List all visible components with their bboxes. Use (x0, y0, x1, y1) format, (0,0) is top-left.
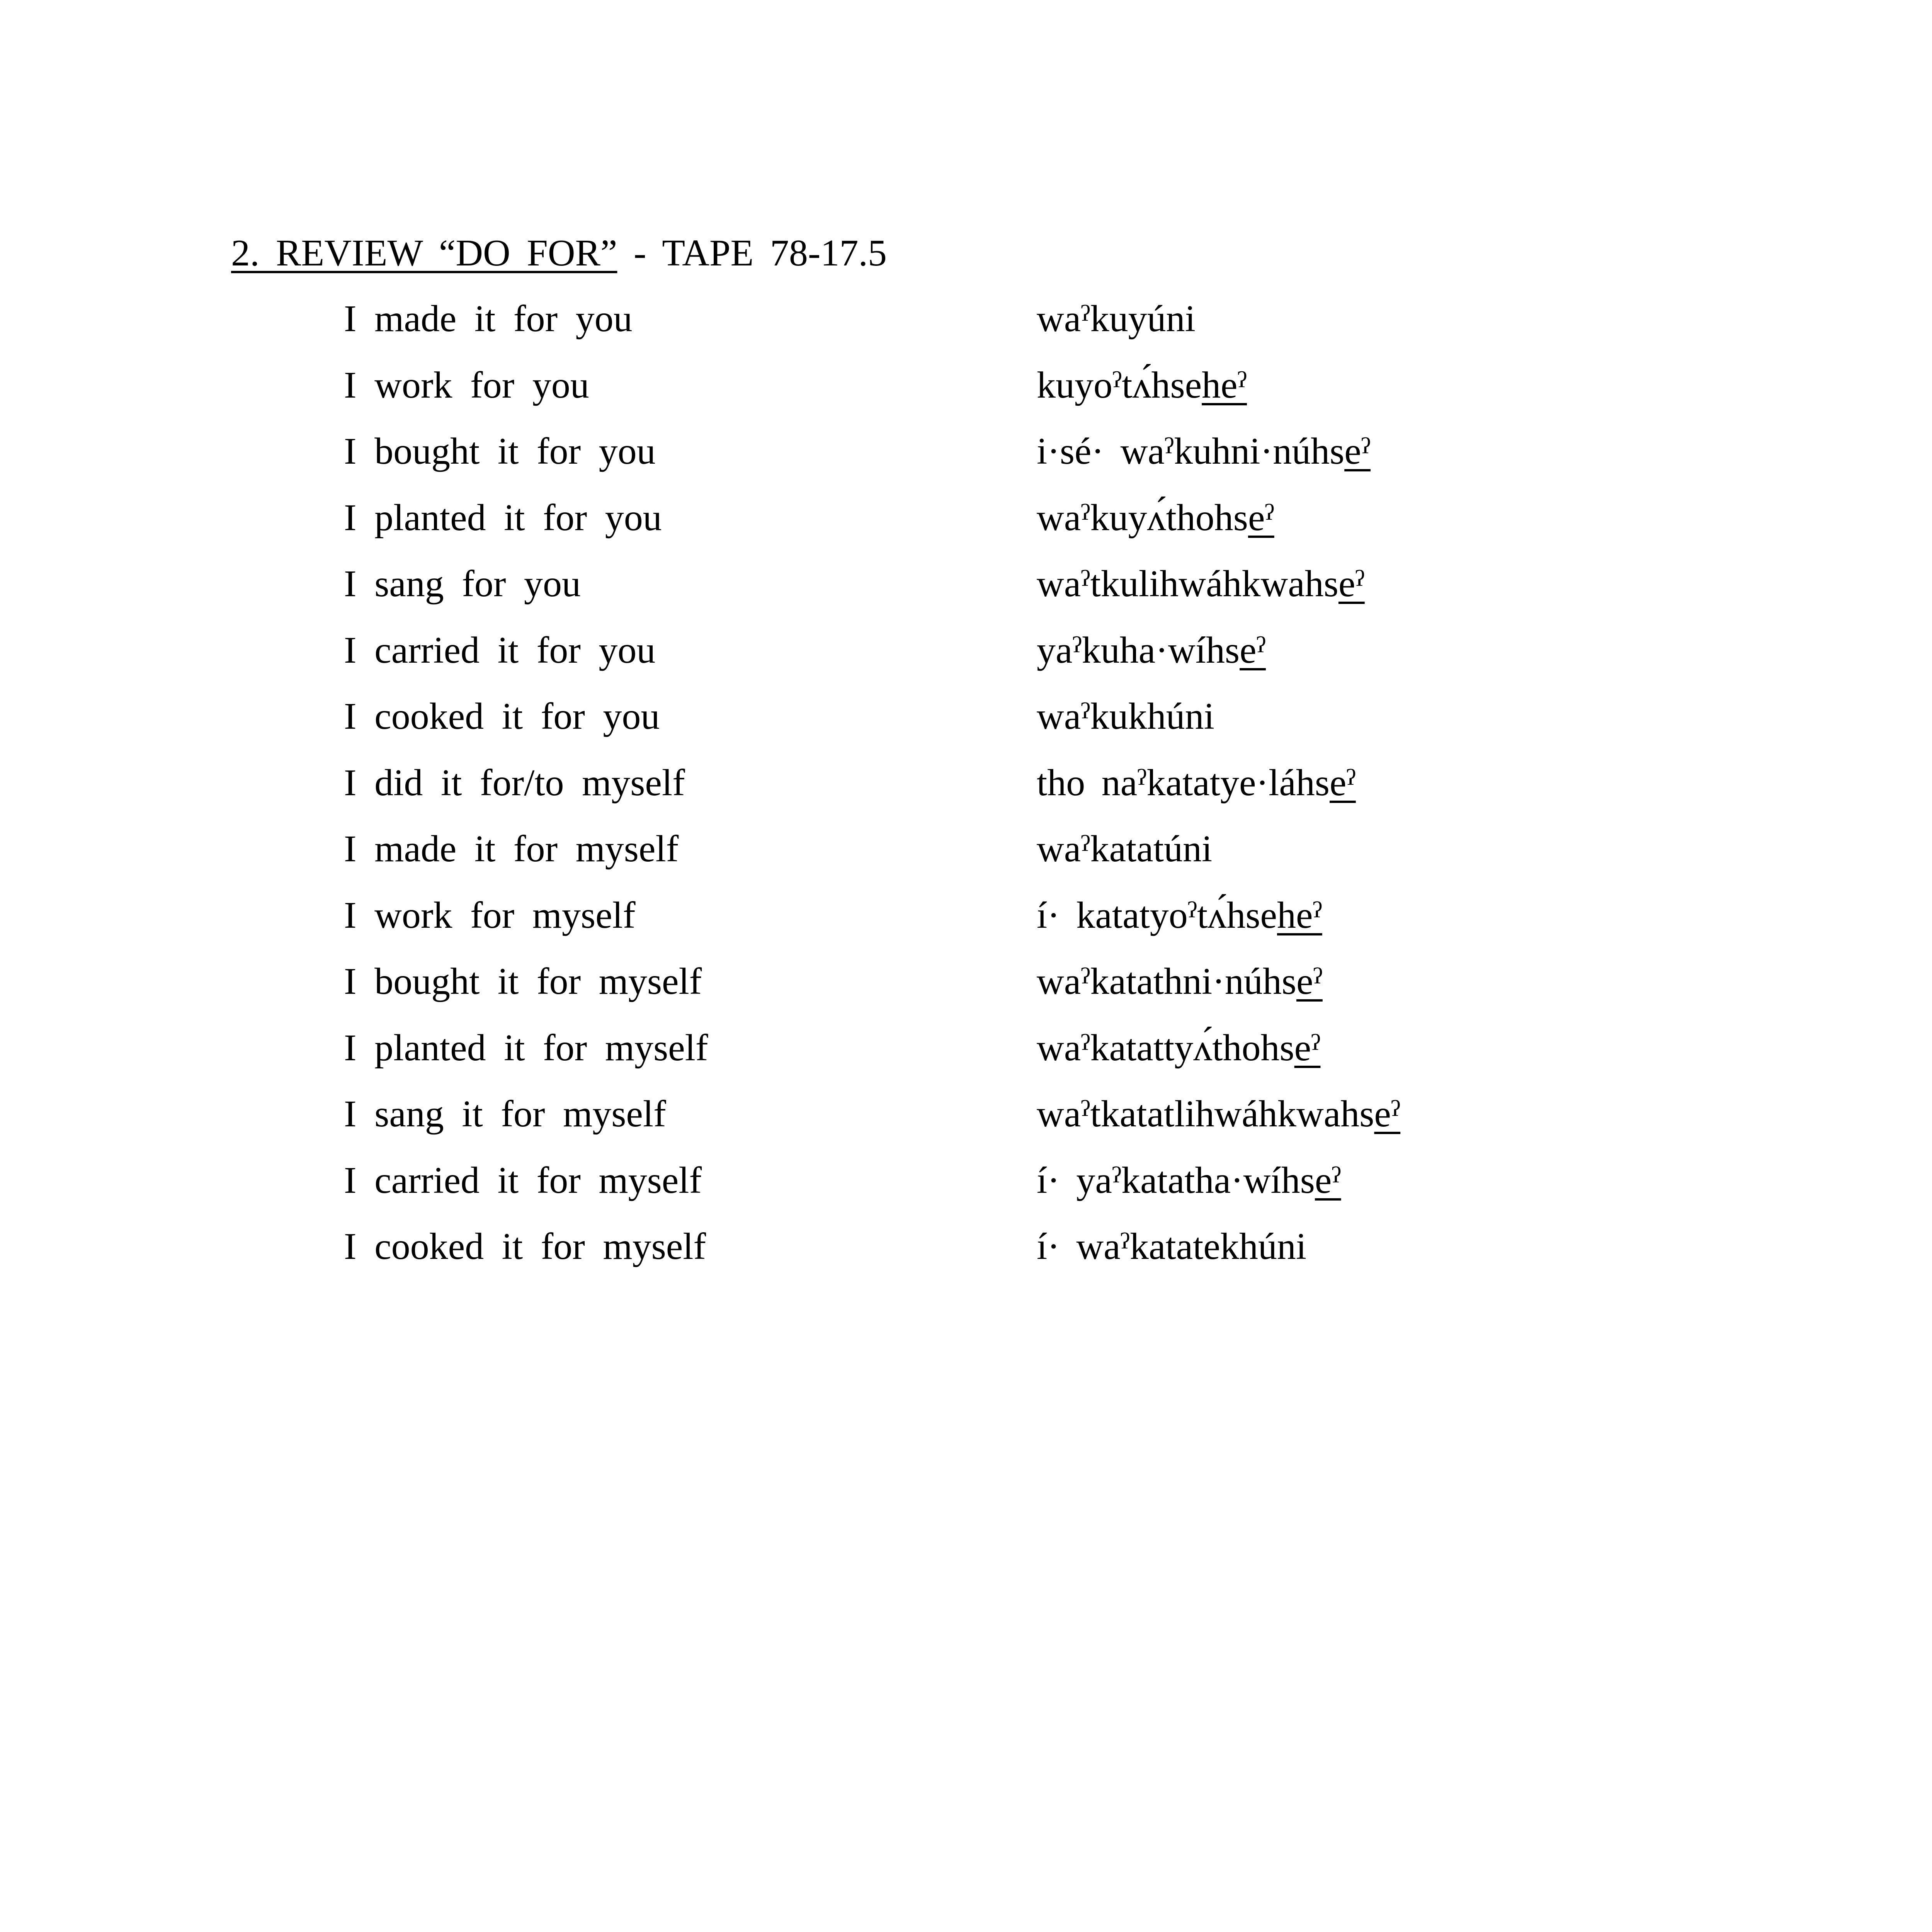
oneida-form (1037, 493, 1274, 543)
oneida-form-underlined: eˀ (1240, 629, 1266, 671)
oneida-form-text: waˀtkatatlihwáhkwahs (1037, 1093, 1374, 1135)
vocabulary-entry (0, 824, 1932, 890)
english-gloss: I planted it for you (344, 497, 662, 539)
vocabulary-entry (0, 758, 1932, 824)
english-gloss: I carried it for you (344, 629, 656, 671)
oneida-form-text: waˀkuyúni (1037, 298, 1196, 340)
oneida-form (1037, 426, 1371, 476)
oneida-form-text: waˀkatatúni (1037, 828, 1213, 870)
oneida-form-underlined: eˀ (1294, 1027, 1321, 1069)
vocabulary-entry (0, 1023, 1932, 1089)
oneida-form-underlined: eˀ (1315, 1159, 1341, 1201)
oneida-form (1037, 956, 1323, 1007)
english-gloss: I bought it for you (344, 430, 656, 472)
english-gloss: I did it for/to myself (344, 762, 685, 804)
oneida-form-underlined: eˀ (1374, 1093, 1401, 1135)
oneida-form-text: í· katatyoˀtʌ́hse (1037, 894, 1277, 936)
vocabulary-entry (0, 1089, 1932, 1155)
oneida-form (1037, 691, 1214, 742)
english-gloss: I sang it for myself (344, 1093, 666, 1135)
vocabulary-entry (0, 1155, 1932, 1222)
oneida-form-text: waˀtkulihwáhkwahs (1037, 563, 1338, 605)
oneida-form-text: kuyoˀtʌ́hse (1037, 364, 1202, 406)
oneida-form (1037, 1155, 1341, 1206)
oneida-form-underlined: eˀ (1296, 961, 1323, 1002)
vocabulary-entry (0, 625, 1932, 692)
oneida-form-underlined: eˀ (1248, 497, 1274, 539)
vocabulary-entry (0, 493, 1932, 559)
oneida-form-text: tho naˀkatatye·láhs (1037, 762, 1330, 804)
vocabulary-entry (0, 956, 1932, 1023)
english-gloss: I work for myself (344, 894, 636, 936)
vocabulary-list (0, 294, 1932, 1288)
english-gloss: I made it for you (344, 298, 633, 340)
oneida-form (1037, 758, 1356, 808)
oneida-form (1037, 625, 1266, 675)
oneida-form (1037, 1023, 1320, 1073)
vocabulary-entry (0, 890, 1932, 957)
oneida-form (1037, 360, 1247, 410)
section-heading-underlined (231, 232, 617, 274)
oneida-form-text: waˀkatathni·núhs (1037, 961, 1297, 1002)
oneida-form (1037, 890, 1322, 940)
section-heading (231, 228, 887, 278)
english-gloss: I bought it for myself (344, 961, 702, 1002)
oneida-form-text: í· waˀkatatekhúni (1037, 1226, 1307, 1267)
vocabulary-entry (0, 1221, 1932, 1288)
english-gloss: I cooked it for you (344, 696, 660, 737)
english-gloss: I made it for myself (344, 828, 679, 870)
oneida-form-text: í· yaˀkatatha·wíhs (1037, 1159, 1315, 1201)
vocabulary-entry (0, 360, 1932, 427)
oneida-form (1037, 559, 1365, 609)
vocabulary-entry (0, 426, 1932, 493)
oneida-form-underlined: eˀ (1338, 563, 1365, 605)
oneida-form (1037, 1089, 1400, 1139)
oneida-form-underlined: heˀ (1277, 894, 1322, 936)
english-gloss: I carried it for myself (344, 1159, 702, 1201)
oneida-form-text: i·sé· waˀkuhni·núhs (1037, 430, 1345, 472)
section-title: REVIEW “DO FOR” (276, 232, 617, 274)
english-gloss: I planted it for myself (344, 1027, 708, 1069)
english-gloss: I cooked it for myself (344, 1226, 706, 1267)
oneida-form-underlined: eˀ (1329, 762, 1356, 804)
oneida-form (1037, 1221, 1306, 1272)
oneida-form-underlined: eˀ (1344, 430, 1371, 472)
vocabulary-entry (0, 294, 1932, 360)
section-number: 2. (231, 232, 260, 274)
english-gloss: I sang for you (344, 563, 581, 605)
oneida-form-underlined: heˀ (1202, 364, 1247, 406)
oneida-form (1037, 294, 1196, 344)
english-gloss: I work for you (344, 364, 589, 406)
oneida-form-text: waˀkuyʌ́thohs (1037, 497, 1248, 539)
section-tape-reference: - TAPE 78-17.5 (617, 232, 887, 274)
vocabulary-entry (0, 559, 1932, 625)
oneida-form-text: yaˀkuha·wíhs (1037, 629, 1240, 671)
vocabulary-entry (0, 691, 1932, 758)
oneida-form-text: waˀkatattyʌ́thohs (1037, 1027, 1294, 1069)
oneida-form (1037, 824, 1212, 874)
oneida-form-text: waˀkukhúni (1037, 696, 1214, 737)
